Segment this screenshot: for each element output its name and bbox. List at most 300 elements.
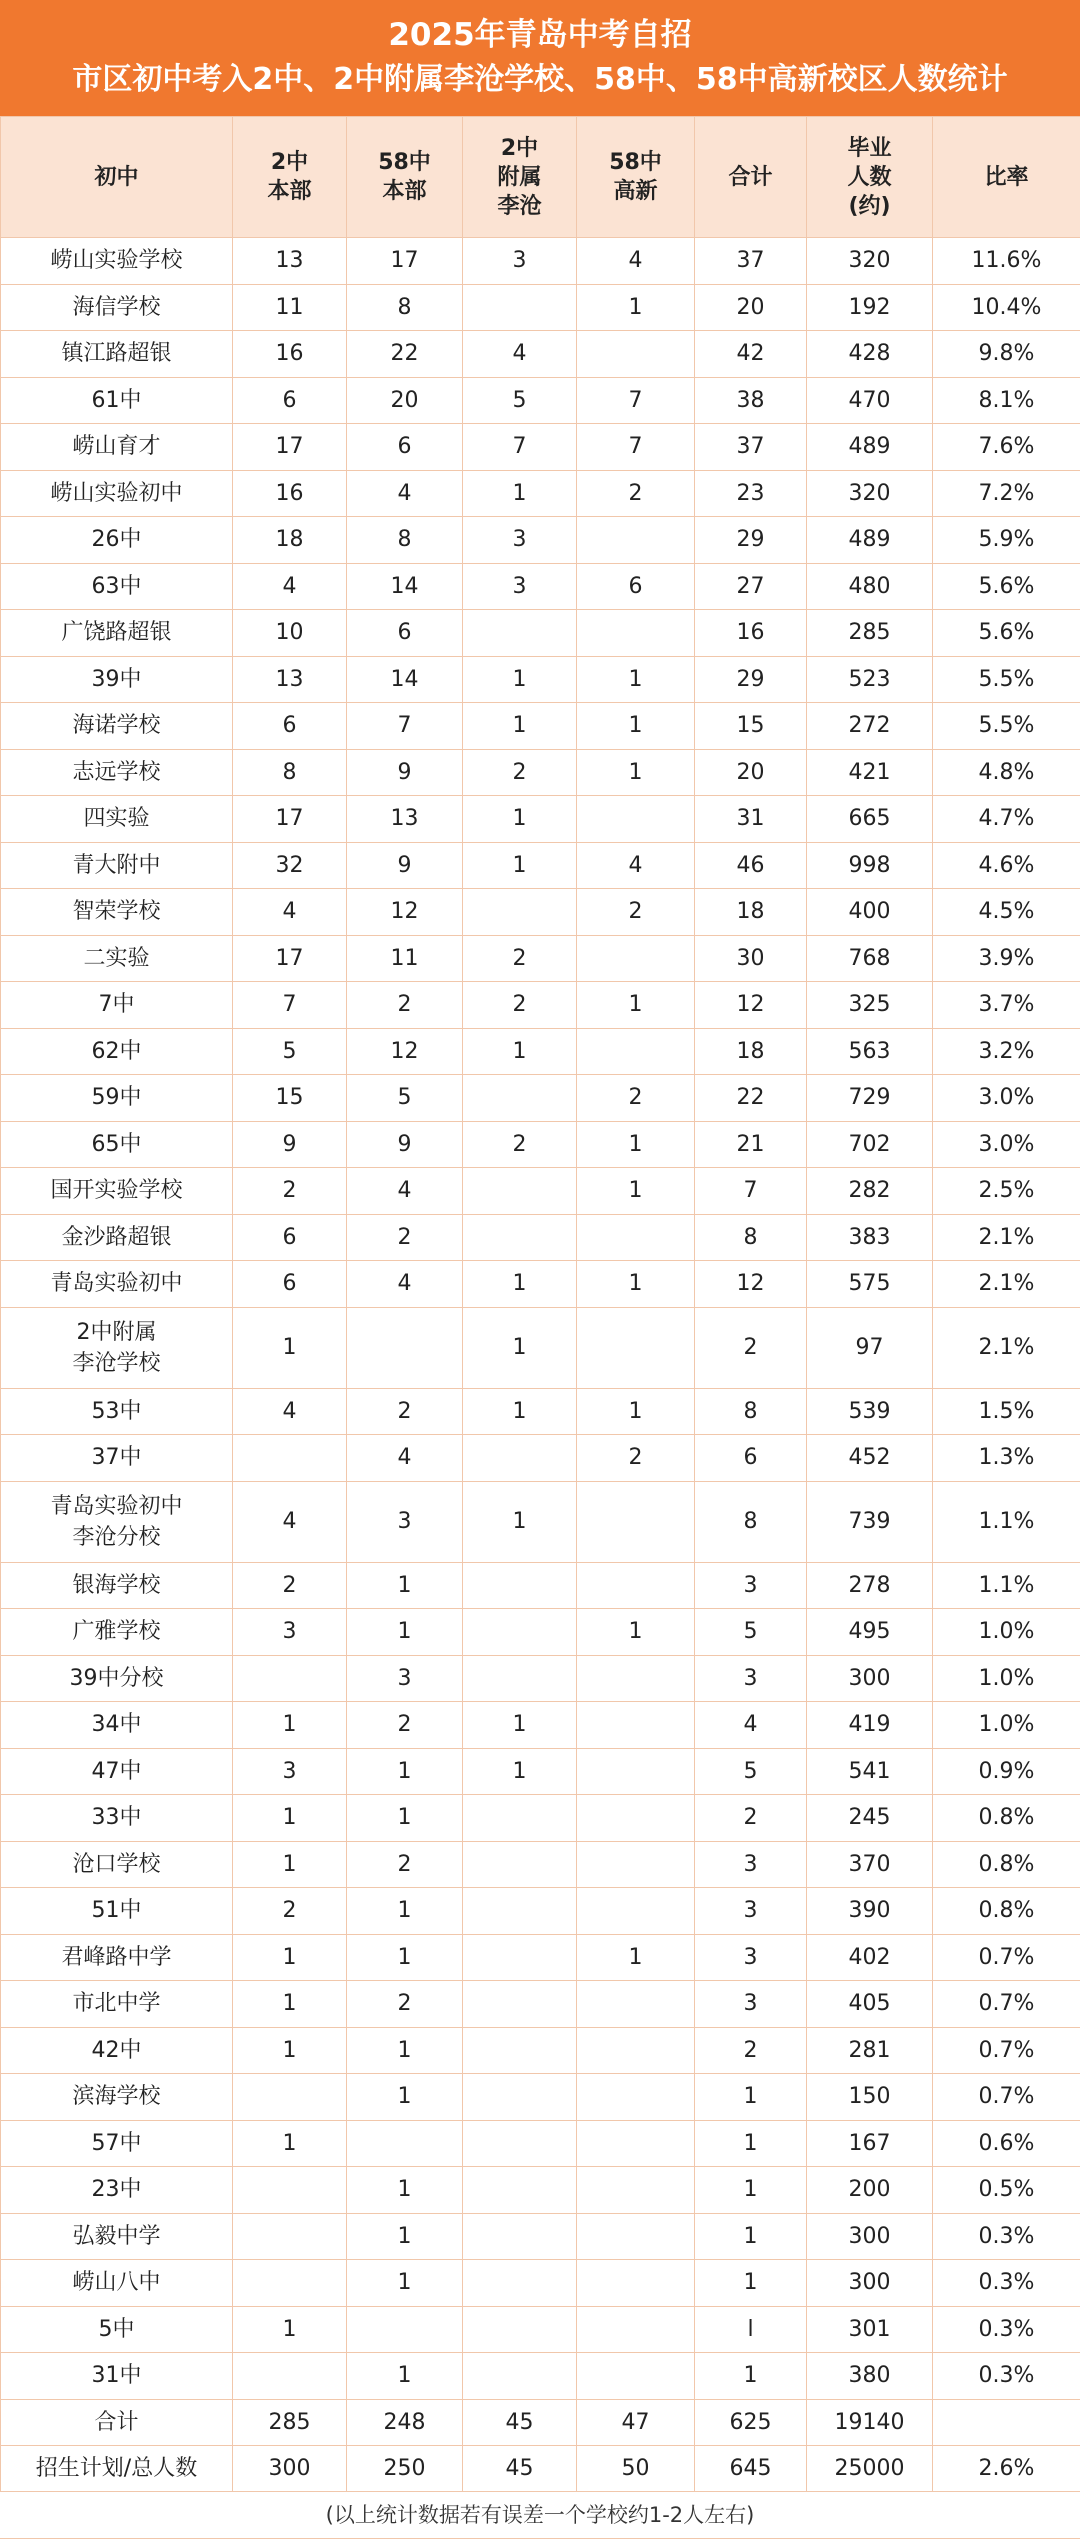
table-row: [1, 1435, 1080, 1482]
cell-ratio: 0.7%: [933, 2074, 1080, 2121]
cell-2zhong-main: 285: [233, 2399, 347, 2445]
cell-ratio: 1.0%: [933, 1609, 1080, 1656]
table-row: [1, 1307, 1080, 1388]
cell-58zhong-main: 2: [347, 982, 463, 1029]
stats-table: [0, 116, 1080, 2492]
cell-58zhong-main: 22: [347, 331, 463, 378]
table-body: [1, 238, 1080, 2492]
cell-58zhong-main: 3: [347, 1655, 463, 1702]
cell-2zhong-main: 15: [233, 1075, 347, 1122]
cell-58zhong-gaoxin: [577, 1795, 695, 1842]
table-row: [1, 1168, 1080, 1215]
cell-graduates: 523: [807, 656, 933, 703]
table-row: [1, 284, 1080, 331]
cell-58zhong-main: 1: [347, 1562, 463, 1609]
cell-2zhong-main: 4: [233, 1481, 347, 1562]
cell-ratio: 0.7%: [933, 1981, 1080, 2028]
cell-graduates: 300: [807, 1655, 933, 1702]
cell-graduates: 495: [807, 1609, 933, 1656]
cell-ratio: 11.6%: [933, 238, 1080, 285]
table-row: [1, 1562, 1080, 1609]
cell-58zhong-main: 11: [347, 935, 463, 982]
cell-58zhong-main: 1: [347, 2167, 463, 2214]
table-row: [1, 1702, 1080, 1749]
school-name: 37中: [1, 1435, 233, 1482]
table-row: [1, 1121, 1080, 1168]
cell-graduates: 470: [807, 377, 933, 424]
cell-total: 7: [695, 1168, 807, 1215]
cell-2zhong-main: 16: [233, 470, 347, 517]
cell-graduates: 245: [807, 1795, 933, 1842]
cell-58zhong-main: 2: [347, 1388, 463, 1435]
cell-58zhong-gaoxin: 1: [577, 1121, 695, 1168]
school-name: 海信学校: [1, 284, 233, 331]
cell-58zhong-gaoxin: [577, 2120, 695, 2167]
school-name: 四实验: [1, 796, 233, 843]
cell-2zhong-main: 17: [233, 796, 347, 843]
cell-2zhong-licang: 2: [463, 749, 577, 796]
school-name: 青岛实验初中: [1, 1261, 233, 1308]
school-name: 5中: [1, 2306, 233, 2353]
school-name: 34中: [1, 1702, 233, 1749]
school-name: 滨海学校: [1, 2074, 233, 2121]
cell-58zhong-gaoxin: [577, 1702, 695, 1749]
cell-ratio: 9.8%: [933, 331, 1080, 378]
table-row: [1, 2167, 1080, 2214]
cell-total: 2: [695, 2027, 807, 2074]
cell-ratio: 0.6%: [933, 2120, 1080, 2167]
cell-2zhong-licang: 2: [463, 1121, 577, 1168]
school-name: 镇江路超银: [1, 331, 233, 378]
cell-total: 4: [695, 1702, 807, 1749]
cell-graduates: 282: [807, 1168, 933, 1215]
table-row: [1, 1388, 1080, 1435]
cell-2zhong-licang: [463, 1655, 577, 1702]
cell-2zhong-main: [233, 2167, 347, 2214]
table-row: [1, 889, 1080, 936]
cell-graduates: 97: [807, 1307, 933, 1388]
cell-total: 625: [695, 2399, 807, 2445]
school-name: 招生计划/总人数: [1, 2445, 233, 2491]
cell-total: 645: [695, 2445, 807, 2491]
cell-58zhong-main: 1: [347, 1748, 463, 1795]
cell-2zhong-licang: [463, 1168, 577, 1215]
cell-graduates: 575: [807, 1261, 933, 1308]
cell-2zhong-main: 6: [233, 1261, 347, 1308]
school-name: 53中: [1, 1388, 233, 1435]
cell-2zhong-main: 17: [233, 424, 347, 471]
school-name: 63中: [1, 563, 233, 610]
cell-58zhong-gaoxin: 1: [577, 749, 695, 796]
header-2zhong-licang: 2中 附属 李沧: [463, 117, 577, 238]
cell-58zhong-main: 2: [347, 1981, 463, 2028]
cell-58zhong-main: 1: [347, 2213, 463, 2260]
cell-graduates: 192: [807, 284, 933, 331]
school-name: 市北中学: [1, 1981, 233, 2028]
cell-total: 22: [695, 1075, 807, 1122]
cell-2zhong-licang: 3: [463, 563, 577, 610]
school-name: 沧口学校: [1, 1841, 233, 1888]
header-graduates: 毕业 人数 (约): [807, 117, 933, 238]
cell-2zhong-main: [233, 2353, 347, 2400]
cell-2zhong-main: 4: [233, 889, 347, 936]
cell-graduates: 419: [807, 1702, 933, 1749]
school-name: 57中: [1, 2120, 233, 2167]
table-row: [1, 563, 1080, 610]
cell-2zhong-main: 3: [233, 1609, 347, 1656]
table-row: [1, 796, 1080, 843]
table-row: [1, 331, 1080, 378]
cell-graduates: 325: [807, 982, 933, 1029]
cell-2zhong-licang: [463, 1562, 577, 1609]
cell-graduates: 739: [807, 1481, 933, 1562]
school-name: 47中: [1, 1748, 233, 1795]
cell-2zhong-licang: [463, 1981, 577, 2028]
cell-total: 8: [695, 1214, 807, 1261]
school-name: 青大附中: [1, 842, 233, 889]
cell-58zhong-main: 9: [347, 842, 463, 889]
cell-2zhong-main: 6: [233, 1214, 347, 1261]
title-line-2: 市区初中考入2中、2中附属李沧学校、58中、58中高新校区人数统计: [0, 57, 1080, 103]
cell-ratio: 1.5%: [933, 1388, 1080, 1435]
table-row: [1, 1841, 1080, 1888]
cell-total: 15: [695, 703, 807, 750]
cell-total: 8: [695, 1481, 807, 1562]
cell-total: 3: [695, 1655, 807, 1702]
table-row: [1, 2074, 1080, 2121]
school-name: 崂山育才: [1, 424, 233, 471]
cell-58zhong-main: 6: [347, 424, 463, 471]
cell-ratio: 0.3%: [933, 2213, 1080, 2260]
cell-58zhong-main: 12: [347, 1028, 463, 1075]
cell-2zhong-licang: [463, 1075, 577, 1122]
school-name: 崂山实验学校: [1, 238, 233, 285]
cell-2zhong-main: 1: [233, 1981, 347, 2028]
cell-ratio: 8.1%: [933, 377, 1080, 424]
table-row: [1, 1934, 1080, 1981]
cell-total: 29: [695, 517, 807, 564]
table-row: [1, 610, 1080, 657]
cell-2zhong-licang: [463, 1841, 577, 1888]
cell-2zhong-main: [233, 2074, 347, 2121]
cell-2zhong-licang: [463, 1609, 577, 1656]
cell-ratio: [933, 2399, 1080, 2445]
cell-2zhong-licang: [463, 2074, 577, 2121]
cell-58zhong-main: 14: [347, 563, 463, 610]
cell-58zhong-gaoxin: [577, 1481, 695, 1562]
cell-58zhong-gaoxin: [577, 1841, 695, 1888]
table-row: [1, 238, 1080, 285]
cell-58zhong-main: 1: [347, 1609, 463, 1656]
cell-ratio: 0.8%: [933, 1795, 1080, 1842]
cell-graduates: 320: [807, 470, 933, 517]
cell-58zhong-main: [347, 2306, 463, 2353]
school-name: 二实验: [1, 935, 233, 982]
cell-58zhong-main: 3: [347, 1481, 463, 1562]
cell-graduates: 768: [807, 935, 933, 982]
cell-2zhong-main: 1: [233, 1702, 347, 1749]
cell-total: 1: [695, 2120, 807, 2167]
cell-ratio: 2.1%: [933, 1261, 1080, 1308]
cell-total: 3: [695, 1562, 807, 1609]
cell-58zhong-gaoxin: [577, 1307, 695, 1388]
school-name: 崂山八中: [1, 2260, 233, 2307]
cell-ratio: 0.7%: [933, 1934, 1080, 1981]
cell-58zhong-gaoxin: 4: [577, 238, 695, 285]
cell-58zhong-main: 6: [347, 610, 463, 657]
cell-ratio: 5.5%: [933, 703, 1080, 750]
cell-58zhong-main: 9: [347, 749, 463, 796]
cell-58zhong-main: 9: [347, 1121, 463, 1168]
cell-ratio: 2.1%: [933, 1214, 1080, 1261]
table-row: [1, 749, 1080, 796]
cell-ratio: 4.6%: [933, 842, 1080, 889]
cell-58zhong-gaoxin: [577, 517, 695, 564]
cell-total: 38: [695, 377, 807, 424]
cell-2zhong-main: 11: [233, 284, 347, 331]
cell-ratio: 0.3%: [933, 2306, 1080, 2353]
cell-2zhong-licang: [463, 2353, 577, 2400]
cell-ratio: 10.4%: [933, 284, 1080, 331]
cell-total: 42: [695, 331, 807, 378]
table-row: [1, 517, 1080, 564]
cell-2zhong-main: 1: [233, 2306, 347, 2353]
table-row: [1, 2120, 1080, 2167]
cell-total: 2: [695, 1307, 807, 1388]
cell-ratio: 5.5%: [933, 656, 1080, 703]
cell-58zhong-gaoxin: 2: [577, 470, 695, 517]
cell-58zhong-main: 8: [347, 517, 463, 564]
cell-2zhong-licang: 1: [463, 1481, 577, 1562]
cell-58zhong-main: 4: [347, 1168, 463, 1215]
school-name: 39中分校: [1, 1655, 233, 1702]
cell-58zhong-gaoxin: 1: [577, 982, 695, 1029]
title-line-1: 2025年青岛中考自招: [0, 13, 1080, 57]
cell-2zhong-licang: 45: [463, 2399, 577, 2445]
cell-ratio: 3.0%: [933, 1121, 1080, 1168]
cell-2zhong-licang: [463, 2027, 577, 2074]
school-name: 合计: [1, 2399, 233, 2445]
cell-58zhong-main: 12: [347, 889, 463, 936]
cell-58zhong-gaoxin: [577, 1888, 695, 1935]
cell-58zhong-gaoxin: [577, 2027, 695, 2074]
cell-graduates: 380: [807, 2353, 933, 2400]
cell-2zhong-licang: 1: [463, 1307, 577, 1388]
cell-58zhong-gaoxin: 1: [577, 656, 695, 703]
cell-graduates: 998: [807, 842, 933, 889]
cell-ratio: 0.7%: [933, 2027, 1080, 2074]
cell-graduates: 563: [807, 1028, 933, 1075]
cell-2zhong-main: 6: [233, 703, 347, 750]
table-row: [1, 1609, 1080, 1656]
cell-total: 1: [695, 2074, 807, 2121]
cell-58zhong-main: [347, 1307, 463, 1388]
cell-2zhong-licang: [463, 1888, 577, 1935]
cell-58zhong-main: 8: [347, 284, 463, 331]
header-total: 合计: [695, 117, 807, 238]
cell-58zhong-main: 248: [347, 2399, 463, 2445]
cell-2zhong-licang: [463, 1795, 577, 1842]
cell-58zhong-gaoxin: 6: [577, 563, 695, 610]
header-58zhong-gaoxin: 58中 高新: [577, 117, 695, 238]
cell-ratio: 5.6%: [933, 610, 1080, 657]
cell-58zhong-gaoxin: [577, 610, 695, 657]
cell-graduates: 301: [807, 2306, 933, 2353]
cell-ratio: 3.0%: [933, 1075, 1080, 1122]
school-name: 金沙路超银: [1, 1214, 233, 1261]
cell-2zhong-licang: 3: [463, 517, 577, 564]
cell-58zhong-gaoxin: [577, 2167, 695, 2214]
cell-58zhong-gaoxin: 1: [577, 703, 695, 750]
school-name: 39中: [1, 656, 233, 703]
header-58zhong-main: 58中 本部: [347, 117, 463, 238]
cell-ratio: 0.3%: [933, 2260, 1080, 2307]
table-row: [1, 1481, 1080, 1562]
cell-2zhong-licang: 4: [463, 331, 577, 378]
cell-ratio: 5.6%: [933, 563, 1080, 610]
cell-58zhong-gaoxin: [577, 796, 695, 843]
cell-graduates: 383: [807, 1214, 933, 1261]
cell-ratio: 0.8%: [933, 1841, 1080, 1888]
school-name: 42中: [1, 2027, 233, 2074]
cell-58zhong-gaoxin: 1: [577, 1388, 695, 1435]
school-name: 31中: [1, 2353, 233, 2400]
cell-2zhong-main: 1: [233, 1795, 347, 1842]
plan-row: [1, 2445, 1080, 2491]
cell-58zhong-main: 2: [347, 1214, 463, 1261]
cell-58zhong-gaoxin: [577, 2213, 695, 2260]
cell-58zhong-gaoxin: [577, 1562, 695, 1609]
cell-2zhong-main: 16: [233, 331, 347, 378]
table-row: [1, 2027, 1080, 2074]
cell-ratio: 2.5%: [933, 1168, 1080, 1215]
cell-2zhong-main: 2: [233, 1888, 347, 1935]
cell-total: 5: [695, 1748, 807, 1795]
school-name: 59中: [1, 1075, 233, 1122]
school-name: 弘毅中学: [1, 2213, 233, 2260]
cell-total: 46: [695, 842, 807, 889]
cell-ratio: 1.0%: [933, 1655, 1080, 1702]
cell-58zhong-gaoxin: [577, 2260, 695, 2307]
school-name: 国开实验学校: [1, 1168, 233, 1215]
cell-total: 37: [695, 238, 807, 285]
cell-ratio: 1.3%: [933, 1435, 1080, 1482]
cell-2zhong-licang: 1: [463, 842, 577, 889]
cell-total: 1: [695, 2260, 807, 2307]
cell-58zhong-main: 1: [347, 1934, 463, 1981]
cell-58zhong-gaoxin: 7: [577, 424, 695, 471]
cell-2zhong-main: 9: [233, 1121, 347, 1168]
cell-2zhong-licang: 1: [463, 796, 577, 843]
cell-2zhong-main: 7: [233, 982, 347, 1029]
cell-total: l: [695, 2306, 807, 2353]
cell-58zhong-main: 20: [347, 377, 463, 424]
cell-ratio: 1.1%: [933, 1481, 1080, 1562]
cell-graduates: 300: [807, 2213, 933, 2260]
cell-graduates: 167: [807, 2120, 933, 2167]
cell-graduates: 541: [807, 1748, 933, 1795]
cell-ratio: 4.5%: [933, 889, 1080, 936]
cell-graduates: 729: [807, 1075, 933, 1122]
cell-ratio: 3.7%: [933, 982, 1080, 1029]
cell-58zhong-main: 1: [347, 2260, 463, 2307]
cell-ratio: 7.6%: [933, 424, 1080, 471]
cell-total: 21: [695, 1121, 807, 1168]
cell-2zhong-licang: [463, 2213, 577, 2260]
cell-ratio: 4.7%: [933, 796, 1080, 843]
cell-2zhong-main: 1: [233, 2120, 347, 2167]
school-name: 青岛实验初中 李沧分校: [1, 1481, 233, 1562]
cell-58zhong-gaoxin: 1: [577, 1934, 695, 1981]
table-row: [1, 2353, 1080, 2400]
cell-graduates: 390: [807, 1888, 933, 1935]
cell-total: 6: [695, 1435, 807, 1482]
table-row: [1, 1261, 1080, 1308]
cell-2zhong-main: [233, 2260, 347, 2307]
cell-2zhong-main: 4: [233, 1388, 347, 1435]
cell-2zhong-licang: [463, 610, 577, 657]
school-name: 33中: [1, 1795, 233, 1842]
cell-graduates: 489: [807, 424, 933, 471]
cell-2zhong-main: 5: [233, 1028, 347, 1075]
cell-58zhong-main: 5: [347, 1075, 463, 1122]
cell-graduates: 400: [807, 889, 933, 936]
title-banner: [0, 0, 1080, 116]
cell-graduates: 285: [807, 610, 933, 657]
cell-total: 20: [695, 749, 807, 796]
cell-ratio: 0.5%: [933, 2167, 1080, 2214]
school-name: 62中: [1, 1028, 233, 1075]
cell-total: 12: [695, 1261, 807, 1308]
cell-total: 31: [695, 796, 807, 843]
school-name: 61中: [1, 377, 233, 424]
cell-2zhong-main: 8: [233, 749, 347, 796]
table-row: [1, 982, 1080, 1029]
cell-2zhong-main: 300: [233, 2445, 347, 2491]
cell-ratio: 7.2%: [933, 470, 1080, 517]
cell-total: 37: [695, 424, 807, 471]
cell-graduates: 428: [807, 331, 933, 378]
cell-ratio: 1.0%: [933, 1702, 1080, 1749]
school-name: 志远学校: [1, 749, 233, 796]
school-name: 26中: [1, 517, 233, 564]
cell-total: 18: [695, 1028, 807, 1075]
cell-graduates: 480: [807, 563, 933, 610]
cell-2zhong-licang: 2: [463, 935, 577, 982]
cell-58zhong-main: 2: [347, 1841, 463, 1888]
cell-graduates: 272: [807, 703, 933, 750]
cell-total: 12: [695, 982, 807, 1029]
cell-2zhong-main: 4: [233, 563, 347, 610]
cell-ratio: 5.9%: [933, 517, 1080, 564]
cell-ratio: 0.8%: [933, 1888, 1080, 1935]
cell-2zhong-main: 3: [233, 1748, 347, 1795]
cell-total: 30: [695, 935, 807, 982]
cell-2zhong-main: 1: [233, 2027, 347, 2074]
cell-2zhong-licang: 1: [463, 656, 577, 703]
cell-2zhong-licang: [463, 1934, 577, 1981]
cell-total: 1: [695, 2353, 807, 2400]
cell-58zhong-main: 1: [347, 1888, 463, 1935]
cell-total: 3: [695, 1981, 807, 2028]
table-row: [1, 1981, 1080, 2028]
cell-total: 8: [695, 1388, 807, 1435]
cell-2zhong-licang: 1: [463, 470, 577, 517]
cell-58zhong-main: 2: [347, 1702, 463, 1749]
cell-2zhong-licang: [463, 2167, 577, 2214]
cell-graduates: 452: [807, 1435, 933, 1482]
header-school: 初中: [1, 117, 233, 238]
